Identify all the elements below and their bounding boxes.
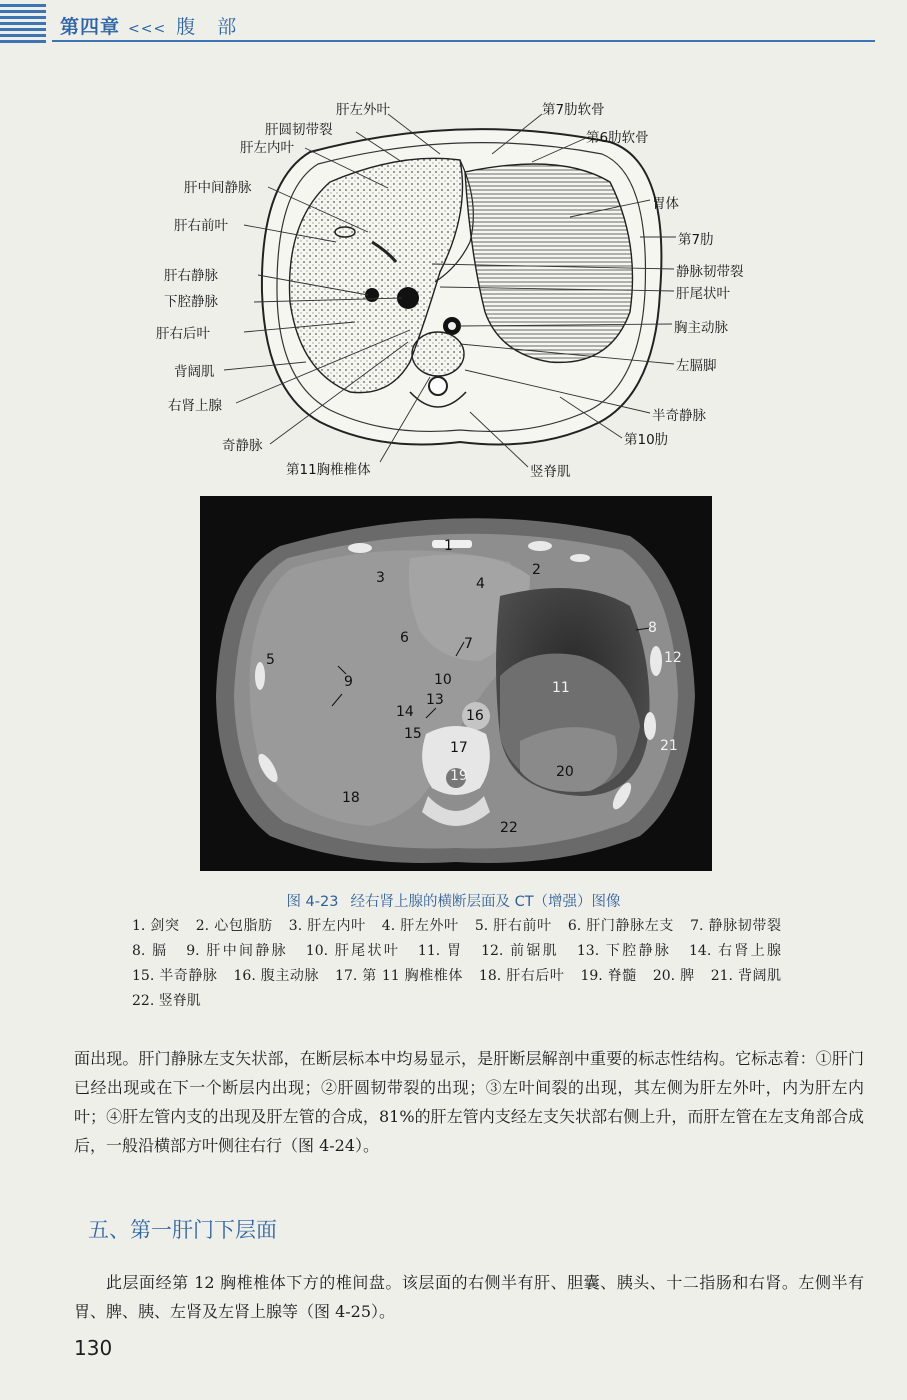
legend-item: 16. 腹主动脉 [233,968,320,984]
ct-label-2: 2 [532,562,541,578]
label-t11-vertebral-body: 第11胸椎椎体 [286,462,371,478]
ct-label-13: 13 [426,692,444,708]
legend-item: 11. 胃 [417,943,464,959]
running-header [60,12,258,39]
legend-item: 8. 膈 [132,943,169,959]
label-ligamentum-venosum-fissure: 静脉韧带裂 [676,264,744,280]
ct-label-4: 4 [476,576,485,592]
section-heading: 五、第一肝门下层面 [88,1218,277,1242]
ct-label-1: 1 [444,538,453,554]
legend-item: 22. 竖脊肌 [132,993,201,1009]
label-right-posterior-lobe: 肝右后叶 [156,326,210,342]
label-7th-costal-cartilage: 第7肋软骨 [542,102,605,118]
label-azygos-vein: 奇静脉 [222,438,263,454]
figure-caption-title [0,890,907,911]
legend-item: 6. 肝门静脉左支 [567,918,675,934]
figure-legend [132,914,792,1014]
ct-label-17: 17 [450,740,468,756]
label-thoracic-aorta: 胸主动脉 [674,320,728,336]
legend-item: 1. 剑突 [132,918,180,934]
label-caudate-lobe: 肝尾状叶 [676,286,730,302]
ct-label-21: 21 [660,738,678,754]
ct-label-14: 14 [396,704,414,720]
legend-item: 15. 半奇静脉 [132,968,218,984]
label-left-lateral-lobe: 肝左外叶 [336,102,390,118]
ct-label-11: 11 [552,680,570,696]
legend-item: 7. 静脉韧带裂 [690,918,782,934]
label-7th-rib: 第7肋 [678,232,714,248]
legend-item: 20. 脾 [652,968,695,984]
label-left-crus: 左膈脚 [676,358,717,374]
ct-label-20: 20 [556,764,574,780]
ct-label-9: 9 [344,674,353,690]
ct-label-10: 10 [434,672,452,688]
legend-item: 4. 肝左外叶 [381,918,459,934]
ct-label-19: 19 [450,768,468,784]
legend-item: 14. 右肾上腺 [689,943,782,959]
ct-label-16: 16 [466,708,484,724]
ct-label-15: 15 [404,726,422,742]
label-ligamentum-teres-fissure: 肝圆韧带裂 [265,122,333,138]
ct-image [200,496,712,871]
body-paragraph-1: 面出现。肝门静脉左支矢状部，在断层标本中均易显示，是肝断层解剖中重要的标志性结构。它标志着：①肝门已经出现或在下一个断层内出现；②肝圆韧带裂的出现；③左叶间裂的出现，其左侧为肝左外叶，内为肝左内叶；④肝左管内支的出现及肝左管的合成，81%的肝左管内支经左支矢状部右侧上升，而肝左管在左支角部合成后，一般沿横部方叶侧往右行（图 4-24）。 [74,1049,864,1155]
body-paragraph-2: 此层面经第 12 胸椎椎体下方的椎间盘。该层面的右侧半有肝、胆囊、胰头、十二指肠和右肾。左侧半有胃、脾、胰、左肾及左肾上腺等（图 4-25）。 [74,1273,864,1321]
ct-label-5: 5 [266,652,275,668]
ct-label-12: 12 [664,650,682,666]
label-inferior-vena-cava: 下腔静脉 [164,294,218,310]
label-middle-hepatic-vein: 肝中间静脉 [184,180,252,196]
label-6th-costal-cartilage: 第6肋软骨 [586,130,649,146]
page-number: 130 [74,1336,113,1360]
legend-item: 18. 肝右后叶 [478,968,565,984]
ct-label-3: 3 [376,570,385,586]
ct-label-22: 22 [500,820,518,836]
legend-item: 10. 肝尾状叶 [305,943,401,959]
label-left-medial-lobe: 肝左内叶 [240,140,294,156]
ct-label-6: 6 [400,630,409,646]
label-hemiazygos-vein: 半奇静脉 [652,408,706,424]
ct-scan-drawing [200,496,712,871]
legend-item: 2. 心包脂肪 [195,918,273,934]
label-10th-rib: 第10肋 [624,432,669,448]
label-stomach-body: 胃体 [652,196,679,212]
figure-title: 经右肾上腺的横断层面及 CT（增强）图像 [350,894,621,910]
figure-number: 图 4-23 [286,894,339,910]
legend-item: 5. 肝右前叶 [474,918,552,934]
legend-item: 9. 肝中间静脉 [186,943,289,959]
header-rule [52,40,875,42]
chapter-label: 第四章 [60,16,121,38]
section-label: 腹部 [176,16,259,38]
legend-item: 17. 第 11 胸椎椎体 [335,968,463,984]
legend-item: 3. 肝左内叶 [288,918,366,934]
legend-item: 13. 下腔静脉 [576,943,672,959]
ct-label-18: 18 [342,790,360,806]
legend-item: 21. 背阔肌 [710,968,782,984]
label-right-hepatic-vein: 肝右静脉 [164,268,218,284]
chevron-left-icon: <<< [128,21,167,37]
legend-item: 12. 前锯肌 [481,943,560,959]
ct-label-7: 7 [464,636,473,652]
header-decoration [0,4,46,46]
label-right-anterior-lobe: 肝右前叶 [174,218,228,234]
label-right-adrenal: 右肾上腺 [168,398,222,414]
anatomy-illustration [140,92,780,487]
ct-label-8: 8 [648,620,657,636]
label-latissimus-dorsi: 背阔肌 [174,364,215,380]
label-erector-spinae: 竖脊肌 [530,464,571,480]
legend-item: 19. 脊髓 [580,968,637,984]
